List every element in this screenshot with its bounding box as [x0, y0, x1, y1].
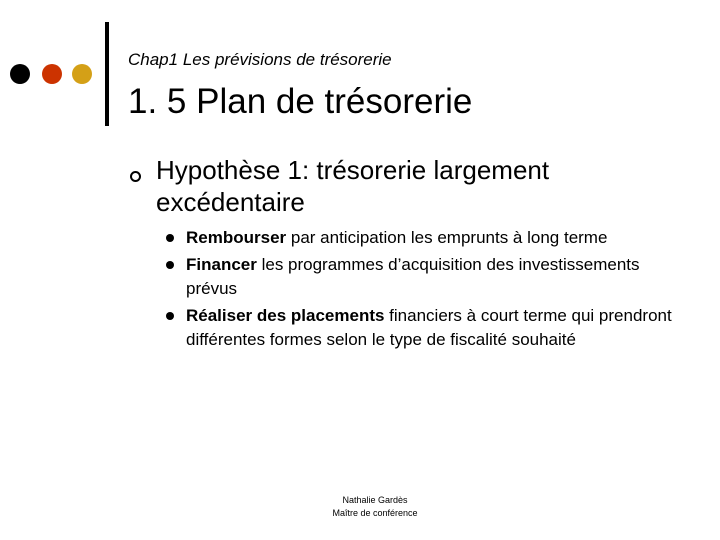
bullet-text: les programmes d’acquisition des investissements prévus [186, 255, 640, 298]
bullet-icon [166, 312, 174, 320]
bullet-icon [166, 261, 174, 269]
bullet-list [166, 226, 676, 355]
bullet-item [166, 226, 676, 250]
bullet-item [166, 304, 676, 352]
bullet-text: financiers à court terme qui prendront différentes formes selon le type de fiscalité souhaité [186, 306, 672, 349]
black-dot [10, 64, 30, 84]
bullet-icon [166, 234, 174, 242]
slide-title: 1. 5 Plan de trésorerie [128, 82, 473, 121]
red-dot [42, 64, 62, 84]
bullet-item [166, 253, 676, 301]
bullet-text: par anticipation les emprunts à long terme [286, 228, 608, 247]
title-divider [105, 22, 109, 126]
bullet-bold: Réaliser des placements [186, 306, 385, 325]
hypothesis-item [130, 154, 600, 218]
slide-subtitle: Chap1 Les prévisions de trésorerie [128, 50, 392, 69]
hypothesis-text: Hypothèse 1: trésorerie largement excédentaire [156, 155, 550, 217]
footer-role: Maître de conférence [332, 508, 418, 518]
slide-footer [260, 494, 490, 520]
footer-author: Nathalie Gardès [342, 495, 408, 505]
ring-bullet-icon [130, 171, 141, 182]
bullet-bold: Financer [186, 255, 257, 274]
bullet-bold: Rembourser [186, 228, 287, 247]
gold-dot [72, 64, 92, 84]
